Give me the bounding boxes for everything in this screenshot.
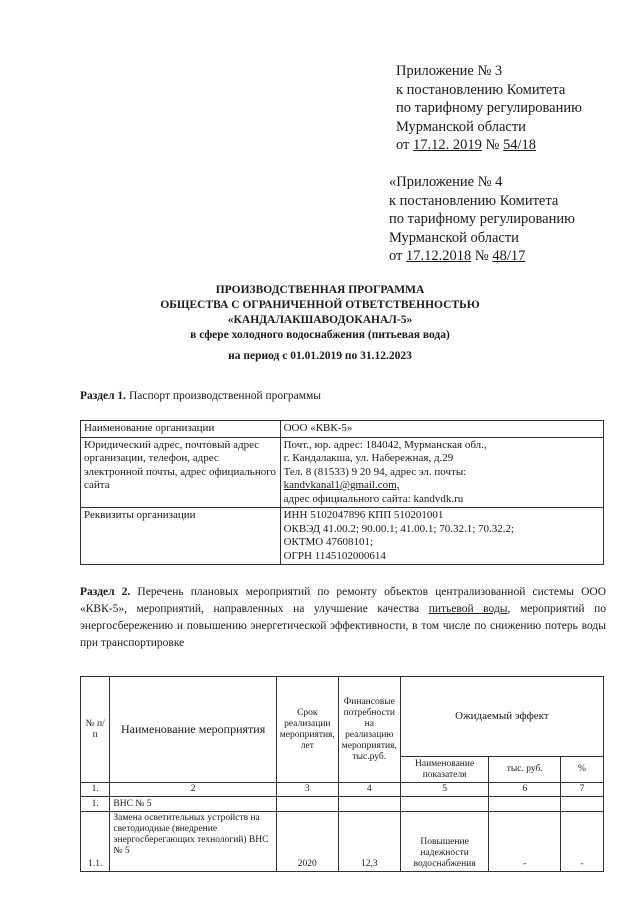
appendix-3-line2: к постановлению Комитета <box>396 81 566 98</box>
email-link[interactable]: kandvkanal1@gmail.com, <box>283 479 400 491</box>
passport-row <box>81 421 604 438</box>
header-name: Наименование мероприятия <box>110 677 276 783</box>
row-term: 2020 <box>276 812 338 872</box>
passport-value-line: Почт., юр. адрес: 184042, Мурманская обл., <box>283 438 487 451</box>
column-number-row <box>81 783 604 797</box>
col-number: 3 <box>276 783 338 797</box>
section-2-text-underlined: питьевой воды <box>428 603 508 615</box>
passport-value-line: ОКТМО 47608101; <box>283 536 373 548</box>
row-name: Замена осветительных устройств на светодиодные (внедрение энергосберегающих технологий) ВНС № 5 <box>110 812 276 872</box>
appendix-3-block <box>396 62 636 155</box>
passport-value-line: ОГРН 1145102000614 <box>283 549 386 562</box>
row-num: 1. <box>81 797 110 812</box>
passport-value-line: ОКВЭД 41.00.2; 90.00.1; 41.00.1; 70.32.1; 70.32.2; <box>283 522 515 535</box>
header-indicator: Наименование показателя <box>400 757 489 783</box>
section-1-label: Раздел 1. <box>80 390 127 402</box>
section-1-text: Паспорт производственной программы <box>128 390 322 402</box>
col-number: 6 <box>489 783 561 797</box>
appendix-4-from: от <box>389 248 403 264</box>
row-term <box>276 797 338 812</box>
passport-value <box>280 437 603 508</box>
row-name: ВНС № 5 <box>110 797 276 812</box>
section-2-text-a: Перечень плановых мероприятий по ремонту объектов централизованной системы ООО «КВК-5», мероприятий, направленных на улучшение качества <box>80 586 606 615</box>
passport-row <box>81 437 604 508</box>
appendix-4-date: 17.12.2018 <box>406 248 472 264</box>
passport-label: Реквизиты организации <box>81 508 281 565</box>
passport-value-line: г. Кандалакша, ул. Набережная, д.29 <box>283 452 454 464</box>
appendix-4-block <box>389 173 634 266</box>
passport-value <box>280 508 603 565</box>
passport-value-line: ООО «КВК-5» <box>283 422 353 434</box>
appendix-3-date-line <box>396 136 636 155</box>
col-number: 1. <box>81 783 110 797</box>
header-term: Срок реализации мероприятия, лет <box>276 677 338 783</box>
title-line2: ОБЩЕСТВА С ОГРАНИЧЕННОЙ ОТВЕТСТВЕННОСТЬЮ <box>160 299 480 311</box>
section-2-label: Раздел 2. <box>80 586 131 598</box>
header-num: № п/п <box>81 677 110 783</box>
passport-value-line: ИНН 5102047896 КПП 510201001 <box>283 509 444 521</box>
row-finance: 12,3 <box>338 812 400 872</box>
row-num: 1.1. <box>81 812 110 872</box>
col-number: 5 <box>400 783 489 797</box>
appendix-3-date: 17.12. 2019 <box>413 137 482 153</box>
section-1-heading <box>80 388 321 405</box>
row-pct <box>560 797 603 812</box>
appendix-3-number: 54/18 <box>503 137 537 153</box>
appendix-3-num-sign: № <box>485 137 500 153</box>
passport-label: Наименование организации <box>81 421 281 438</box>
appendix-4-line1: «Приложение № 4 <box>389 174 503 190</box>
header-rub: тыс. руб. <box>489 757 561 783</box>
appendix-3-line1: Приложение № 3 <box>396 63 503 79</box>
table-row <box>81 797 604 812</box>
title-period: на период с 01.01.2019 по 31.12.2023 <box>228 350 412 362</box>
row-rub: - <box>489 812 561 872</box>
appendix-4-line4: Мурманской области <box>389 229 519 246</box>
row-indicator <box>400 797 489 812</box>
passport-value-line: Тел. 8 (81533) 9 20 94, адрес эл. почты: <box>283 465 467 478</box>
header-pct: % <box>560 757 603 783</box>
section-2-paragraph <box>80 584 606 652</box>
table-row <box>81 812 604 872</box>
title-line1: ПРОИЗВОДСТВЕННАЯ ПРОГРАММА <box>215 284 425 296</box>
appendix-4-line3: по тарифному регулированию <box>389 211 575 227</box>
header-effect: Ожидаемый эффект <box>400 677 603 757</box>
row-finance <box>338 797 400 812</box>
passport-value <box>280 421 603 438</box>
appendix-4-number: 48/17 <box>492 248 526 264</box>
appendix-3-from: от <box>396 137 410 153</box>
col-number: 7 <box>560 783 603 797</box>
row-pct: - <box>560 812 603 872</box>
title-line3: «КАНДАЛАКШАВОДОКАНАЛ-5» <box>227 314 413 326</box>
appendix-4-line2: к постановлению Комитета <box>389 192 559 209</box>
title-line4: в сфере холодного водоснабжения (питьевая вода) <box>190 329 450 341</box>
appendix-4-date-line <box>389 247 634 266</box>
document-title <box>0 283 640 364</box>
header-finance: Финансовые потребности на реализацию мероприятия, тыс.руб. <box>338 677 400 783</box>
col-number: 2 <box>110 783 276 797</box>
passport-label: Юридический адрес, почтовый адрес организации, телефон, адрес электронной почты, адрес официального сайта <box>81 437 281 508</box>
row-rub <box>489 797 561 812</box>
appendix-4-num-sign: № <box>474 248 489 264</box>
passport-row <box>81 508 604 565</box>
appendix-3-line4: Мурманской области <box>396 118 526 135</box>
section-2-text-b: , мероприятий по энергосбережению и повышению энергетической эффективности, в том числе по снижению потерь воды при транспортировке <box>80 603 607 649</box>
passport-value-line: адрес официального сайта: kandvdk.ru <box>283 492 464 505</box>
col-number: 4 <box>338 783 400 797</box>
measures-table <box>80 676 604 872</box>
table-header-row <box>81 677 604 757</box>
appendix-3-line3: по тарифному регулированию <box>396 100 582 116</box>
row-indicator: Повышение надежности водоснабжения <box>400 812 489 872</box>
passport-table <box>80 420 604 565</box>
